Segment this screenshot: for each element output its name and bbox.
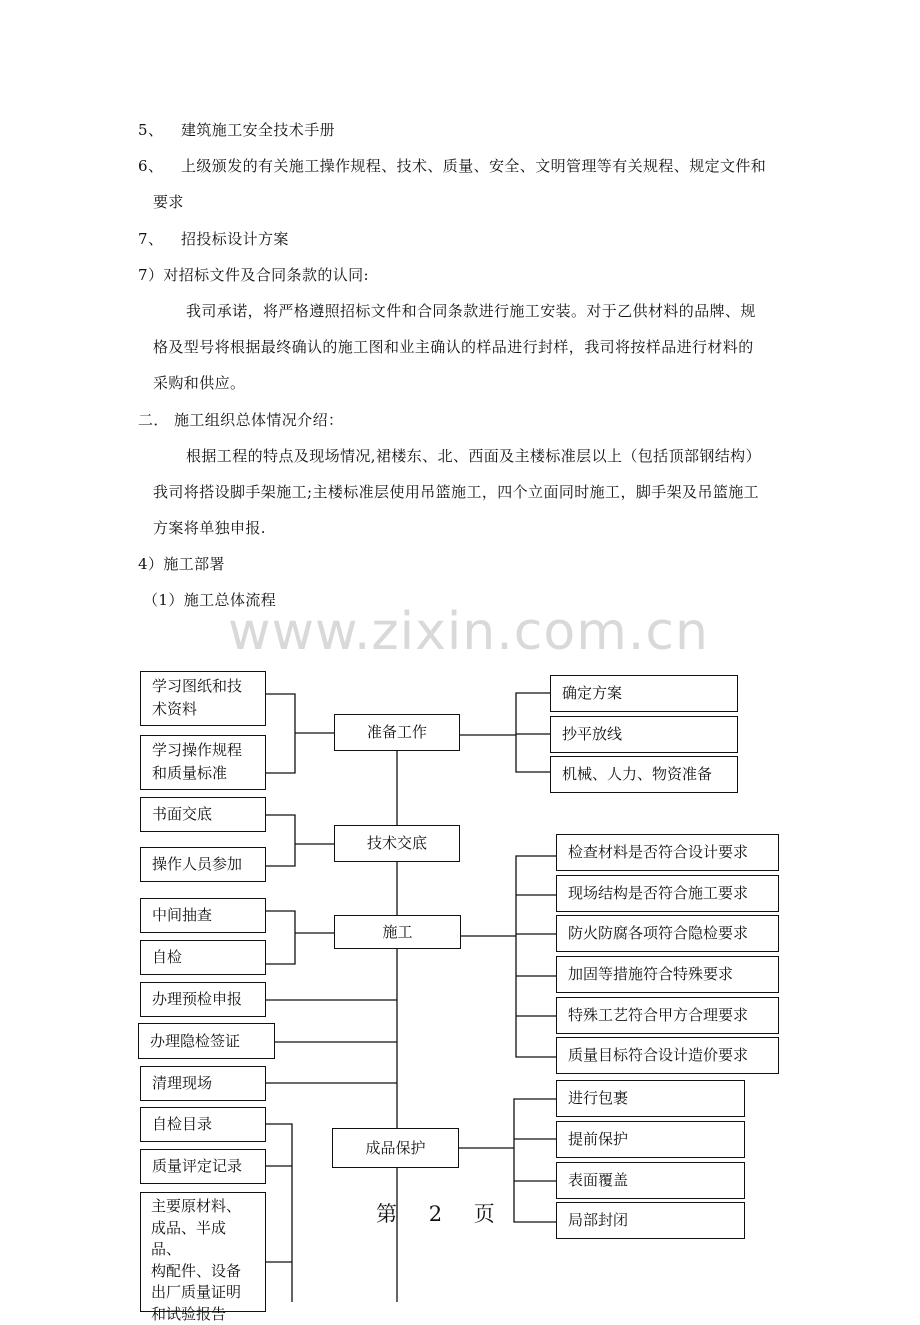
flow-box-label: 成品保护 bbox=[365, 1138, 426, 1157]
paragraph-1-line-3: 采购和供应。 bbox=[153, 374, 246, 392]
flow-box-label: 加固等措施符合特殊要求 bbox=[568, 965, 734, 983]
section-heading-7: 7）对招标文件及合同条款的认同: bbox=[138, 266, 369, 284]
flow-box-surface-cover bbox=[556, 1162, 745, 1199]
section-heading-2: 二． 施工组织总体情况介绍： bbox=[138, 411, 344, 429]
flow-box-label: 特殊工艺符合甲方合理要求 bbox=[568, 1006, 749, 1024]
flow-box-resources bbox=[550, 756, 738, 793]
flow-box-quality-target bbox=[556, 1037, 779, 1074]
flow-box-self-check-list bbox=[140, 1107, 266, 1142]
list-number-7: 7、 bbox=[138, 230, 164, 248]
flow-box-label: 确定方案 bbox=[562, 684, 623, 702]
paragraph-1-line-1: 我司承诺，将严格遵照招标文件和合同条款进行施工安装。对于乙供材料的品牌、规 bbox=[186, 302, 756, 320]
paragraph-2-line-3: 方案将单独申报. bbox=[153, 519, 266, 537]
flow-box-written-briefing bbox=[140, 797, 266, 832]
paragraph-2-line-2: 我司将搭设脚手架施工;主楼标准层使用吊篮施工，四个立面同时施工，脚手架及吊篮施工 bbox=[153, 483, 760, 501]
flow-box-label: 中间抽查 bbox=[152, 906, 213, 924]
section-heading-4: 4）施工部署 bbox=[138, 555, 225, 573]
flow-box-pre-inspection bbox=[140, 982, 266, 1017]
flow-box-label: 操作人员参加 bbox=[152, 855, 243, 873]
flow-box-label: 抄平放线 bbox=[562, 725, 623, 743]
flow-box-wrap bbox=[556, 1080, 745, 1117]
list-number-6: 6、 bbox=[138, 157, 164, 175]
flow-box-label: 办理隐检签证 bbox=[150, 1031, 241, 1050]
flow-box-clean-site bbox=[140, 1066, 266, 1101]
flow-box-label: 学习操作规程 和质量标准 bbox=[152, 741, 243, 782]
flow-box-study-drawings bbox=[140, 671, 266, 726]
flow-box-label: 准备工作 bbox=[366, 723, 427, 741]
flow-box-label: 自检目录 bbox=[152, 1115, 213, 1133]
flow-box-label: 检查材料是否符合设计要求 bbox=[568, 843, 749, 861]
flow-box-label: 主要原材料、 成品、半成品、 构配件、设备 出厂质量证明 和试验报告 bbox=[151, 1197, 242, 1323]
flow-box-study-standards bbox=[140, 735, 266, 790]
flow-box-spot-check bbox=[140, 898, 266, 933]
flow-box-preparation bbox=[334, 714, 460, 751]
flow-box-label: 机械、人力、物资准备 bbox=[562, 765, 713, 783]
paragraph-1-line-2: 格及型号将根据最终确认的施工图和业主确认的样品进行封样，我司将按样品进行材料的 bbox=[153, 338, 754, 356]
flow-box-label: 防火防腐各项符合隐检要求 bbox=[568, 924, 749, 942]
flow-box-label: 表面覆盖 bbox=[568, 1171, 629, 1189]
flow-box-label: 局部封闭 bbox=[568, 1211, 629, 1229]
flow-box-special-process bbox=[556, 997, 779, 1034]
flow-box-check-structure bbox=[556, 875, 779, 912]
flow-box-construction bbox=[334, 915, 461, 949]
flow-box-product-protection bbox=[332, 1128, 459, 1168]
flow-box-label: 质量目标符合设计造价要求 bbox=[568, 1046, 749, 1064]
flow-box-label: 技术交底 bbox=[366, 834, 427, 852]
flow-box-label: 书面交底 bbox=[152, 805, 213, 823]
page-number: 第 2 页 bbox=[376, 1202, 496, 1226]
flow-box-local-seal bbox=[556, 1202, 745, 1239]
flow-box-label: 自检 bbox=[152, 948, 183, 966]
flow-box-fireproofing bbox=[556, 915, 779, 952]
flow-box-label: 学习图纸和技 术资料 bbox=[152, 677, 243, 718]
list-number-5: 5、 bbox=[138, 121, 164, 139]
flow-box-determine-plan bbox=[550, 675, 738, 712]
flow-box-check-materials bbox=[556, 834, 779, 871]
flow-box-label: 清理现场 bbox=[152, 1074, 213, 1092]
flow-box-label: 进行包裹 bbox=[568, 1089, 629, 1107]
flow-box-advance-protection bbox=[556, 1121, 745, 1158]
paragraph-2-line-1: 根据工程的特点及现场情况,裙楼东、北、西面及主楼标准层以上（包括顶部钢结构） bbox=[186, 447, 761, 465]
flow-box-self-check bbox=[140, 940, 266, 975]
flow-box-operators-join bbox=[140, 847, 266, 882]
section-heading-4-1: （1）施工总体流程 bbox=[143, 591, 277, 609]
list-item-6: 上级颁发的有关施工操作规程、技术、质量、安全、文明管理等有关规程、规定文件和 bbox=[181, 157, 767, 175]
flow-box-label: 施工 bbox=[382, 922, 413, 941]
flow-box-label: 现场结构是否符合施工要求 bbox=[568, 884, 749, 902]
flow-box-hidden-inspection bbox=[138, 1023, 275, 1059]
flow-box-reinforcement bbox=[556, 956, 779, 993]
flow-box-quality-record bbox=[140, 1149, 266, 1184]
flow-box-label: 办理预检申报 bbox=[152, 990, 243, 1008]
list-item-6-continued: 要求 bbox=[153, 193, 184, 211]
flow-box-label: 提前保护 bbox=[568, 1130, 629, 1148]
list-item-5: 建筑施工安全技术手册 bbox=[181, 121, 336, 139]
flow-box-material-certificates bbox=[140, 1192, 266, 1323]
flow-box-label: 质量评定记录 bbox=[152, 1157, 243, 1175]
watermark: www.zixin.com.cn bbox=[228, 602, 709, 662]
list-item-7: 招投标设计方案 bbox=[181, 230, 289, 248]
flow-box-technical-briefing bbox=[334, 825, 460, 862]
flow-box-leveling bbox=[550, 716, 738, 753]
